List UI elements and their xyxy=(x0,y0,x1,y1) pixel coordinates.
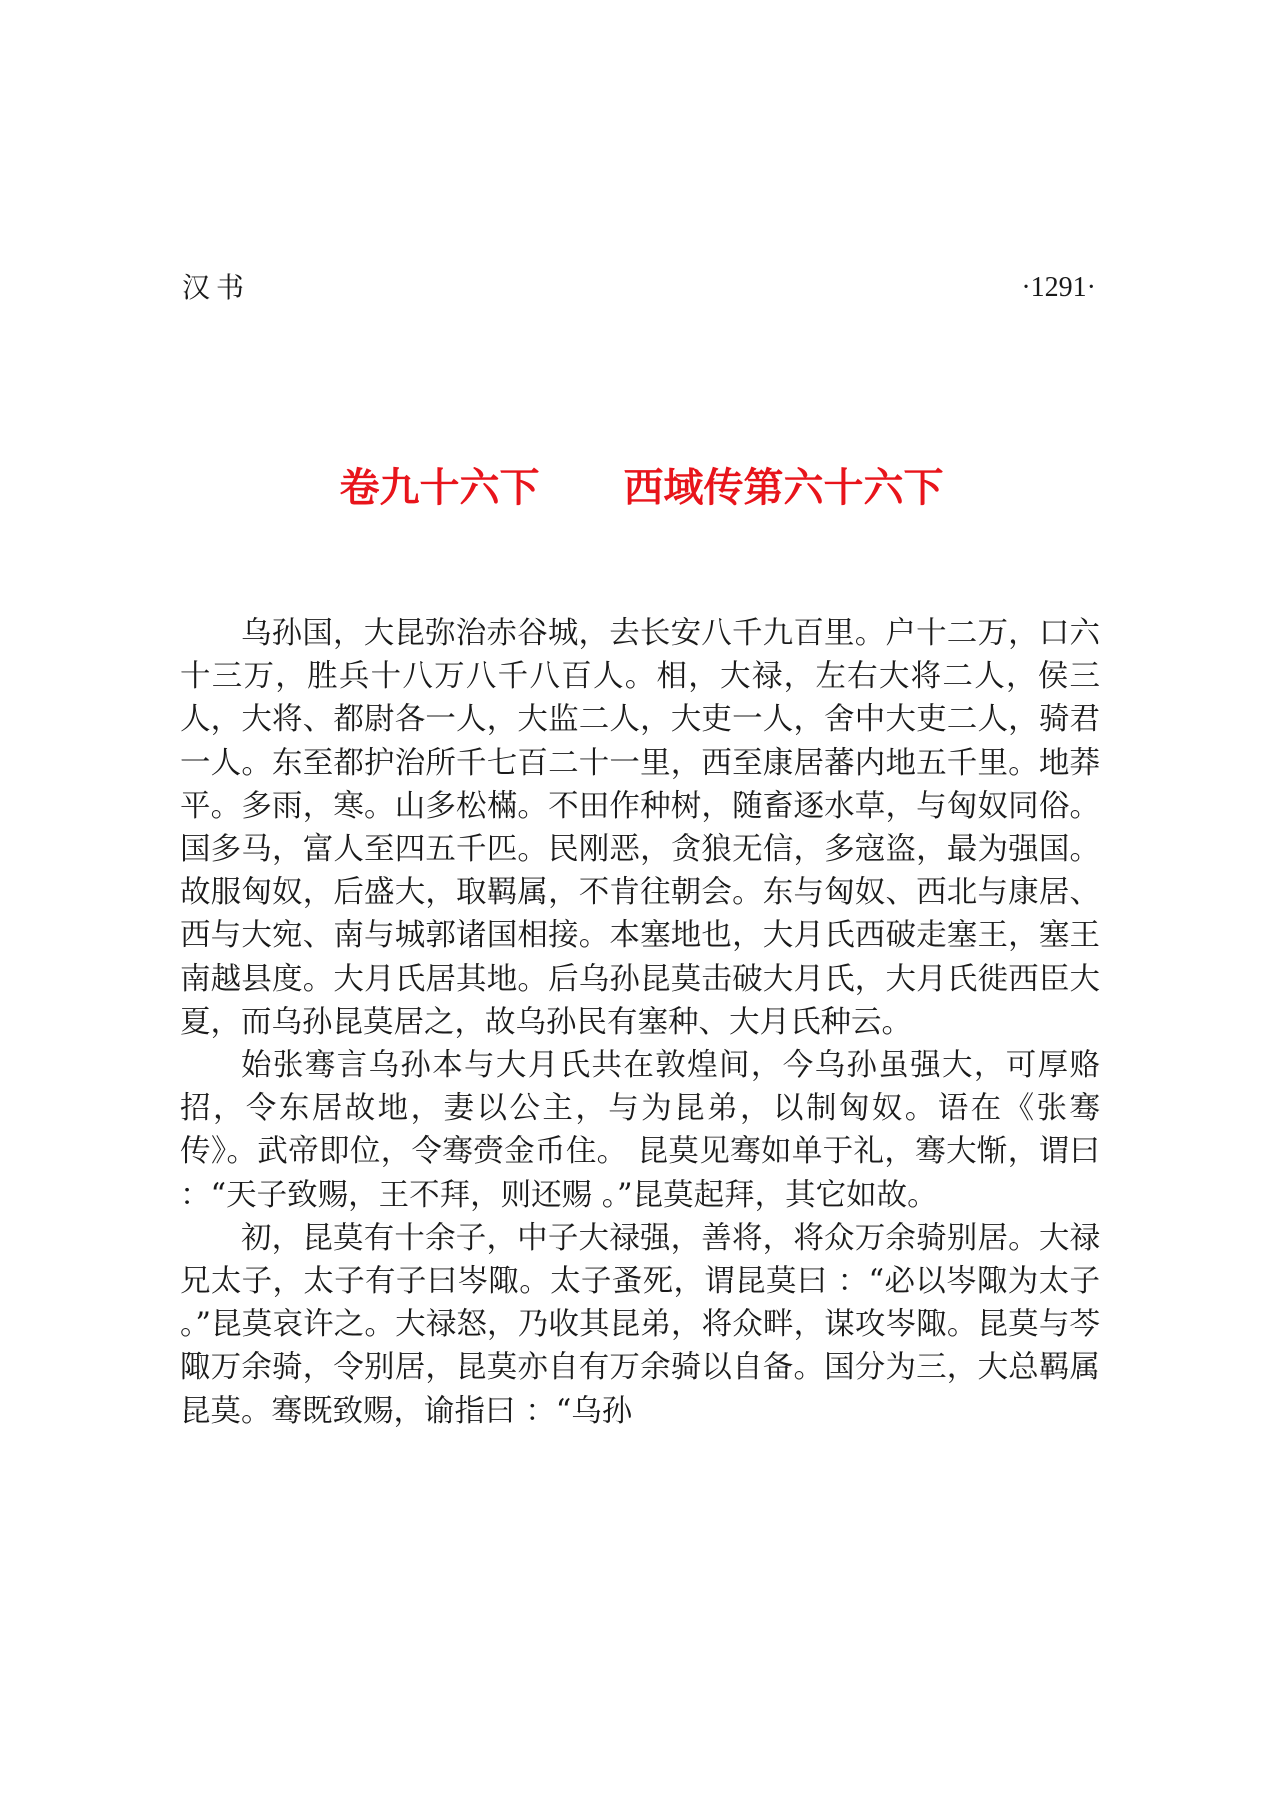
running-header xyxy=(182,268,1096,308)
page-number: ·1291· xyxy=(1021,272,1096,303)
chapter-volume: 卷九十六下 xyxy=(339,465,540,511)
book-title: 汉书 xyxy=(182,271,251,304)
chapter-heading xyxy=(0,462,1283,514)
paragraph-2: 始张骞言乌孙本与大月氏共在敦煌间，今乌孙虽强大，可厚赂招，令东居故地，妻以公主，与为昆弟，以制匈奴。语在《张骞传》。武帝即位，令骞赍金币住。 昆莫见骞如单于礼，骞大惭，谓曰 ：“天子致赐，王不拜，则还赐 。”昆莫起拜，其它如故。 xyxy=(180,1048,1100,1213)
paragraph-1: 乌孙国，大昆弥治赤谷城，去长安八千九百里。户十二万，口六十三万，胜兵十八万八千八百人。相，大禄，左右大将二人，侯三人，大将、都尉各一人，大监二人，大吏一人，舍中大吏二人，骑君一人。东至都护治所千七百二十一里，西至康居蕃内地五千里。地莽平。多雨，寒。山多松樠。不田作种树，随畜逐水草，与匈奴同俗。国多马，富人至四五千匹。民刚恶，贪狼无信，多寇盗，最为强国。故服匈奴，后盛大，取羁属，不肯往朝会。东与匈奴、西北与康居、西与大宛、南与城郭诸国相接。本塞地也，大月氏西破走塞王，塞王南越县度。大月氏居其地。后乌孙昆莫击破大月氏，大月氏徙西臣大夏，而乌孙昆莫居之，故乌孙民有塞种、大月氏种云。 xyxy=(180,616,1100,1040)
paragraph-3: 初，昆莫有十余子，中子大禄强，善将，将众万余骑别居。大禄兄太子，太子有子曰岑陬。太子蚤死，谓昆莫曰 ：“必以岑陬为太子 。”昆莫哀许之。大禄怒，乃收其昆弟，将众畔，谋攻岑陬。昆莫与芩陬万余骑，令别居，昆莫亦自有万余骑以自备。国分为三，大总羁属昆莫。骞既致赐，谕指曰 ：“乌孙 xyxy=(180,1220,1100,1429)
chapter-title: 西域传第六十六下 xyxy=(623,465,944,511)
body-text xyxy=(180,612,1100,1433)
